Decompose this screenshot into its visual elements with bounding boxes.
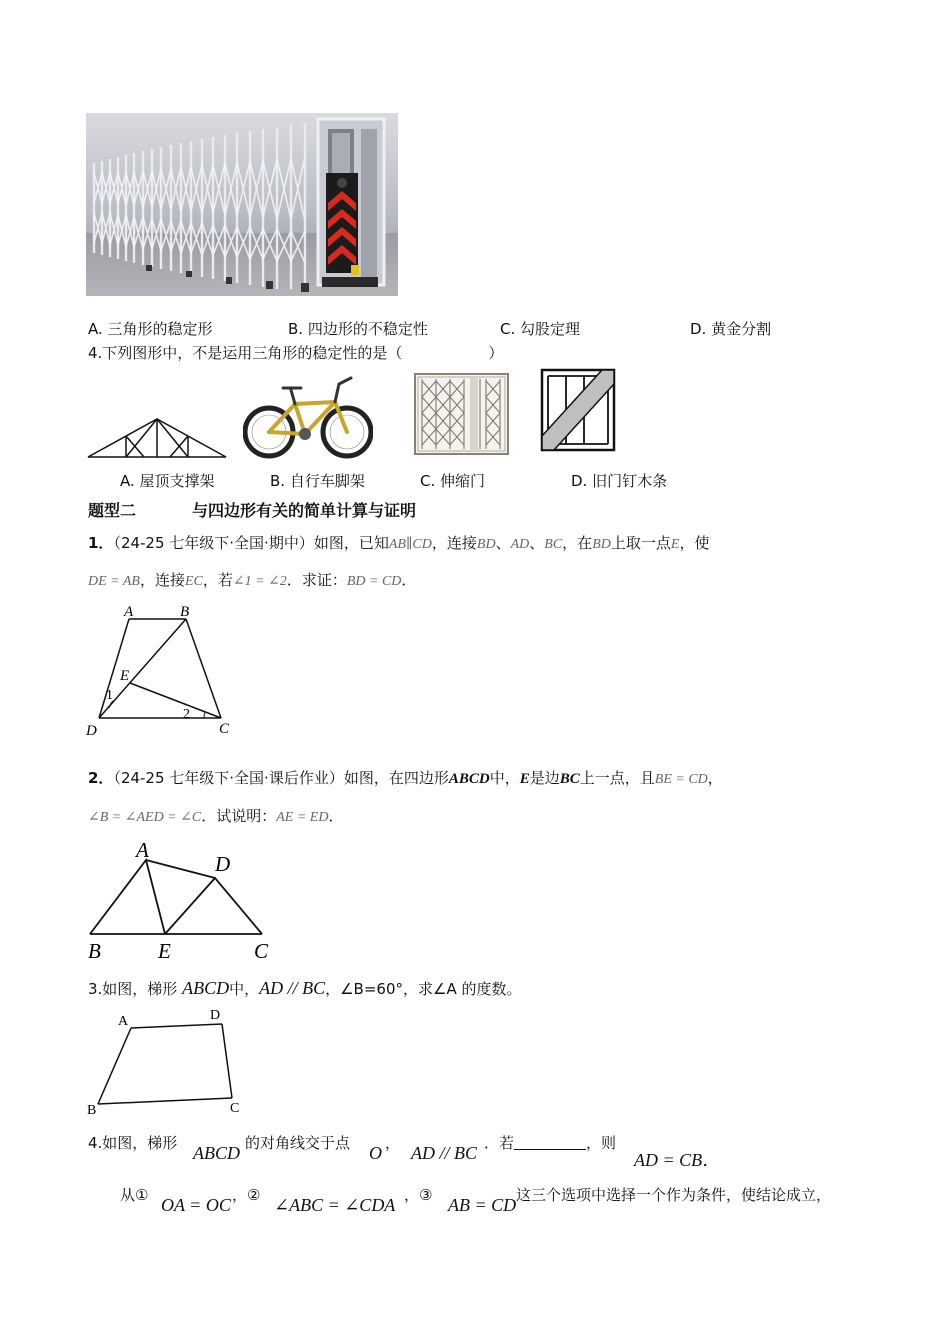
p2-number: 2． <box>88 769 114 787</box>
p3-text: 中， <box>229 980 260 998</box>
p2-fig-label-a: A <box>136 838 149 862</box>
p2-fig-label-e: E <box>158 939 171 963</box>
p2-source: （24-25 七年级下·全国·课后作业） <box>113 769 344 787</box>
q3-option-d: D. 黄金分割 <box>690 320 772 338</box>
p2-text: 上一点，且 <box>579 769 655 787</box>
q4-option-b: B. 自行车脚架 <box>270 472 365 490</box>
q4-stem-text: 4.下列图形中，不是运用三角形的稳定性的是（ <box>88 344 403 362</box>
p4-text-from: 从① <box>120 1186 149 1204</box>
p1-math: BD <box>592 537 611 552</box>
p2-text: ． <box>328 807 344 825</box>
p1-math: BD = CD <box>346 574 402 589</box>
bicycle-figure <box>243 374 373 460</box>
p2-text: ， <box>707 769 723 787</box>
p2-text: 是边 <box>529 769 560 787</box>
p1-text: 、 <box>529 534 545 552</box>
p2-fig-label-c: C <box>254 939 269 963</box>
q3-option-a: A. 三角形的稳定形 <box>88 320 213 338</box>
p3-figure <box>84 1004 254 1120</box>
retractable-door-figure <box>414 373 509 455</box>
p2-text: ．试说明： <box>201 807 277 825</box>
p1-line1 <box>88 533 709 555</box>
p2-text: 如图，在四边形 <box>343 769 449 787</box>
retractable-gate-photo <box>86 113 398 296</box>
p3-text: ，∠B=60°，求∠A 的度数。 <box>325 980 522 998</box>
p1-math: E <box>670 537 680 552</box>
p4-math-ad-cb <box>634 1146 720 1172</box>
p2-math: ABCD <box>448 771 490 787</box>
section-tag: 题型二 <box>88 501 137 520</box>
p1-line2 <box>88 570 416 592</box>
p1-fig-angle-1: 1 <box>106 688 113 703</box>
p4-text: ．若 <box>484 1134 515 1152</box>
p3-fig-label-d: D <box>210 1008 221 1023</box>
p1-fig-label-c: C <box>219 721 230 737</box>
p1-text: ． <box>401 571 417 589</box>
p1-text: ，连接 <box>431 534 477 552</box>
answer-blank[interactable] <box>514 1133 586 1150</box>
p2-fig-label-d: D <box>215 852 231 876</box>
roof-truss-figure <box>86 415 228 461</box>
p1-math: DE = AB <box>88 574 140 589</box>
p4-option-3: AB = CD <box>448 1195 517 1215</box>
p1-math: BC <box>544 537 563 552</box>
p3-fig-label-b: B <box>87 1103 97 1118</box>
p2-math: BE = CD <box>654 772 708 787</box>
p1-number: 1． <box>88 534 114 552</box>
p4-text-end: 这三个选项中选择一个作为条件，使结论成立， <box>516 1186 832 1204</box>
p4-math-ad-bc: AD // BC <box>411 1143 477 1163</box>
p1-math: BD <box>476 537 496 552</box>
q4-option-a: A. 屋顶支撑架 <box>120 472 215 490</box>
p4-text: ． <box>702 1150 721 1170</box>
p3-fig-label-c: C <box>230 1101 240 1116</box>
p2-math: E <box>519 771 530 787</box>
p1-text: ，使 <box>679 534 710 552</box>
p3-math: AD // BC <box>259 978 326 998</box>
p2-line2 <box>88 806 343 828</box>
p1-text: 上取一点 <box>610 534 671 552</box>
p1-text: 如图，已知 <box>313 534 389 552</box>
p2-line1 <box>88 768 723 790</box>
p1-fig-label-d: D <box>86 723 97 739</box>
p1-figure <box>84 600 244 740</box>
p1-math: AB∥CD <box>388 537 432 552</box>
p2-text: 中， <box>489 769 520 787</box>
p4-option-2: ∠ABC = ∠CDA <box>274 1195 396 1215</box>
p1-fig-label-b: B <box>180 604 190 620</box>
p1-source: （24-25 七年级下·全国·期中） <box>113 534 314 552</box>
p3-line <box>88 978 521 999</box>
q4-stem-close: ） <box>488 344 504 362</box>
p3-fig-label-a: A <box>118 1014 129 1029</box>
q4-stem <box>88 343 503 363</box>
p4-option-1: OA = OC <box>161 1195 231 1215</box>
p1-math: EC <box>184 574 203 589</box>
p4-text-op2: ，② <box>232 1186 261 1204</box>
p1-math: ∠1 = ∠2 <box>232 574 287 589</box>
p3-math: ABCD <box>182 978 230 998</box>
p4-text-3: ， <box>385 1134 401 1152</box>
p1-fig-label-e: E <box>120 668 130 684</box>
q4-option-c: C. 伸缩门 <box>420 472 486 490</box>
q3-option-c: C. 勾股定理 <box>500 320 581 338</box>
old-door-figure <box>540 368 616 452</box>
p4-text-2: 的对角线交于点 <box>245 1134 351 1152</box>
p4-text-op3: ，③ <box>404 1186 433 1204</box>
p1-fig-angle-2: 2 <box>183 707 190 722</box>
p4-math-abcd: ABCD <box>193 1143 240 1163</box>
p2-math: ∠B = ∠AED = ∠C <box>88 810 202 825</box>
p4-text-1: 4.如图，梯形 <box>88 1134 178 1152</box>
p2-math: BC <box>559 771 580 787</box>
p1-math: AD <box>510 537 530 552</box>
p1-text: ，在 <box>562 534 593 552</box>
p4-text-4 <box>484 1133 616 1153</box>
q3-option-b: B. 四边形的不稳定性 <box>288 320 428 338</box>
q4-option-d: D. 旧门钉木条 <box>571 472 668 490</box>
p4-text: ，则 <box>586 1134 617 1152</box>
p2-figure <box>84 836 280 964</box>
p1-text: 、 <box>495 534 511 552</box>
p4-math: AD = CB <box>634 1150 703 1170</box>
p4-math-o: O <box>369 1143 382 1163</box>
p1-text: ，连接 <box>139 571 185 589</box>
p1-text: ．求证： <box>286 571 347 589</box>
p2-math: AE = ED <box>276 810 329 825</box>
section-title: 与四边形有关的简单计算与证明 <box>192 501 417 520</box>
p1-text: ，若 <box>202 571 233 589</box>
p2-fig-label-b: B <box>88 939 101 963</box>
p1-fig-label-a: A <box>124 604 134 620</box>
p3-text: 3.如图，梯形 <box>88 980 178 998</box>
